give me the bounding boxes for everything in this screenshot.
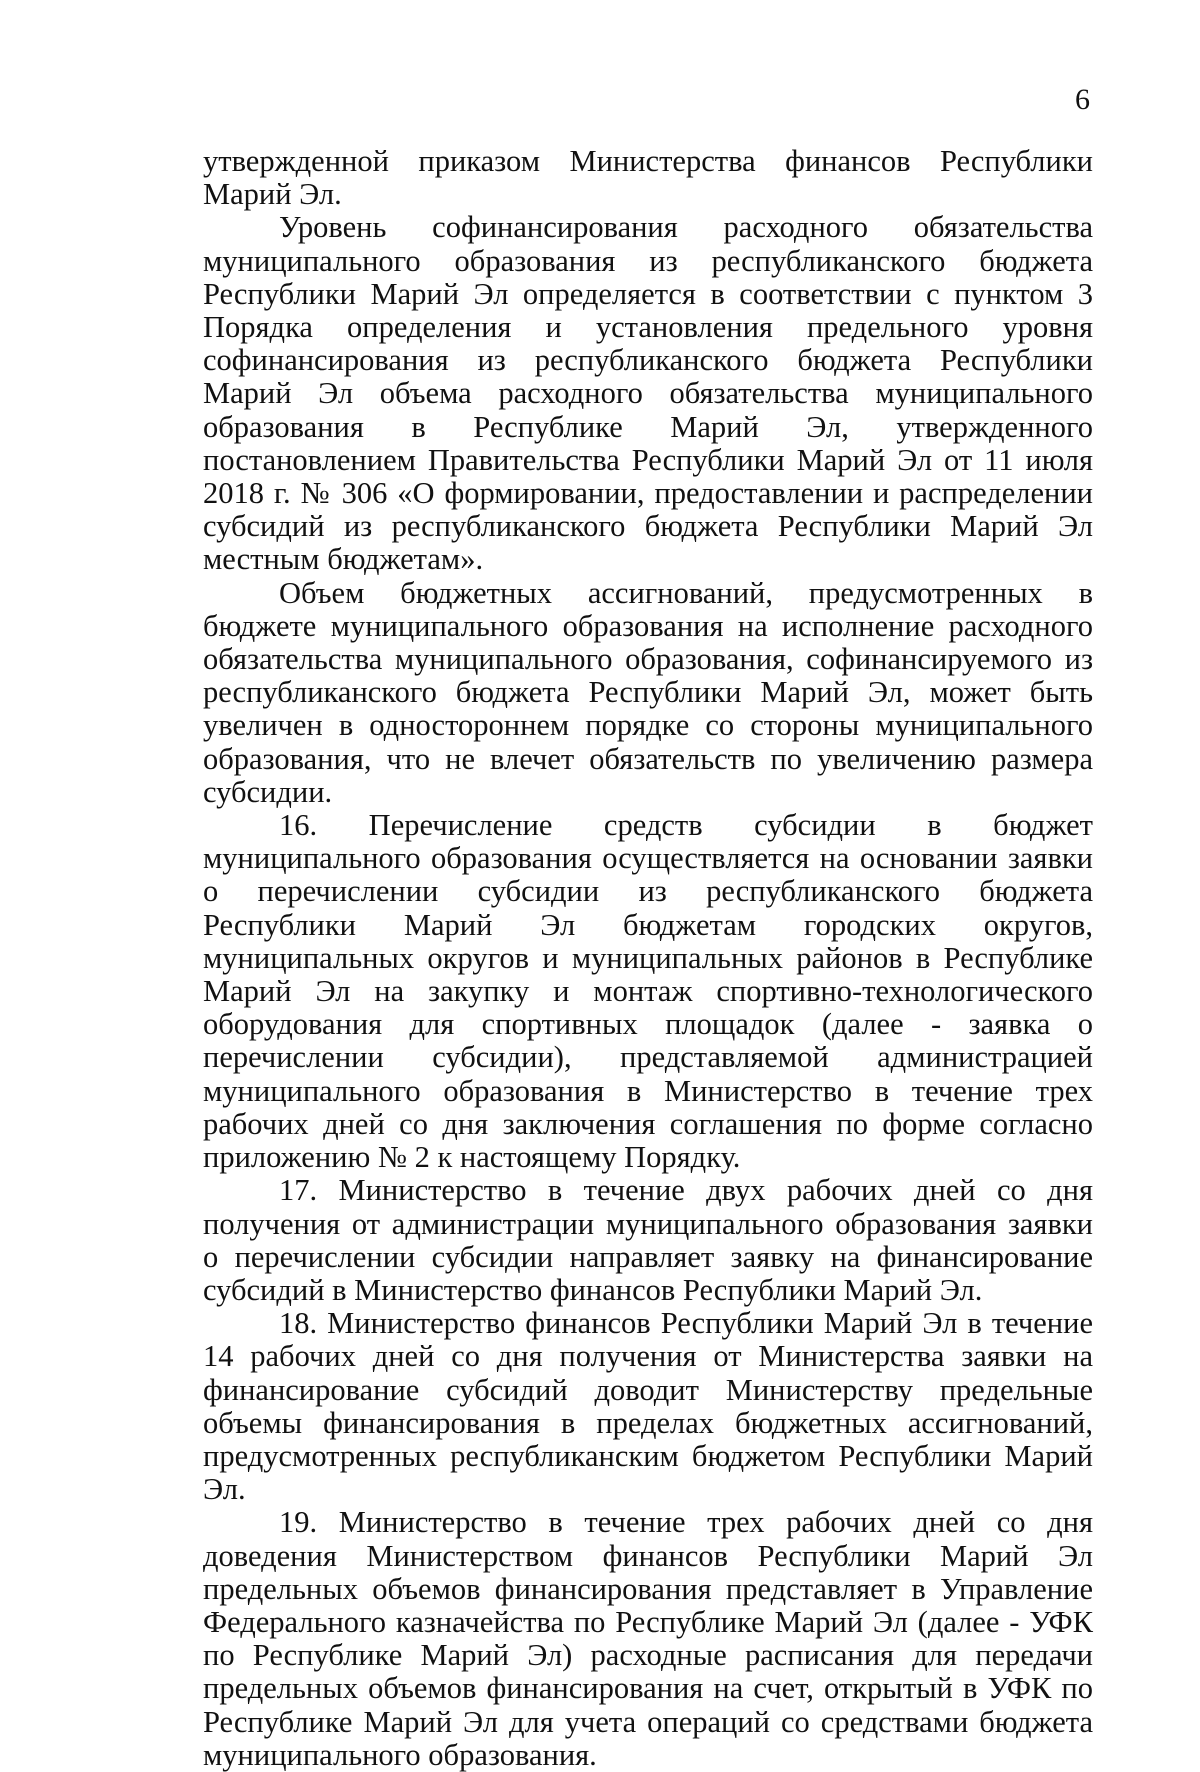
paragraph-continuation: утвержденной приказом Министерства финансов Республики Марий Эл. [203,144,1093,212]
paragraph-item-19: 19. Министерство в течение трех рабочих дней со дня доведения Министерством финансов Республики Марий Эл предельных объемов финансирования представляет в Управление Федерального казначейства по Республике Марий Эл (далее - УФК по Республике Марий Эл) расходные расписания для передачи предельных объемов финансирования на счет, открытый в УФК по Республике Марий Эл для учета операций со средствами бюджета муниципального образования. [203,1505,1093,1772]
page-number: 6 [1075,83,1090,116]
paragraph-item-16: 16. Перечисление средств субсидии в бюджет муниципального образования осуществляется на основании заявки о перечислении субсидии из республиканского бюджета Республики Марий Эл бюджетам городских округов, муниципальных округов и муниципальных районов в Республике Марий Эл на закупку и монтаж спортивно-технологического оборудования для спортивных площадок (далее - заявка о перечислении субсидии), представляемой администрацией муниципального образования в Министерство в течение трех рабочих дней со дня заключения соглашения по форме согласно приложению № 2 к настоящему Порядку. [203,808,1093,1175]
paragraph-cofinancing-level: Уровень софинансирования расходного обязательства муниципального образования из республиканского бюджета Республики Марий Эл определяется в соответствии с пунктом 3 Порядка определения и установления предельного уровня софинансирования из республиканского бюджета Республики Марий Эл объема расходного обязательства муниципального образования в Республике Марий Эл, утвержденного постановлением Правительства Республики Марий Эл от 11 июля 2018 г. № 306 «О формировании, предоставлении и распределении субсидий из республиканского бюджета Республики Марий Эл местным бюджетам». [203,210,1093,577]
paragraph-budget-allocations: Объем бюджетных ассигнований, предусмотренных в бюджете муниципального образования на исполнение расходного обязательства муниципального образования, софинансируемого из республиканского бюджета Республики Марий Эл, может быть увеличен в одностороннем порядке со стороны муниципального образования, что не влечет обязательств по увеличению размера субсидии. [203,575,1093,809]
paragraph-item-17: 17. Министерство в течение двух рабочих дней со дня получения от администрации муниципального образования заявки о перечислении субсидии направляет заявку на финансирование субсидий в Министерство финансов Республики Марий Эл. [203,1173,1093,1307]
paragraph-item-18: 18. Министерство финансов Республики Марий Эл в течение 14 рабочих дней со дня получения от Министерства заявки на финансирование субсидий доводит Министерству предельные объемы финансирования в пределах бюджетных ассигнований, предусмотренных республиканским бюджетом Республики Марий Эл. [203,1306,1093,1507]
document-body [203,145,1093,1772]
